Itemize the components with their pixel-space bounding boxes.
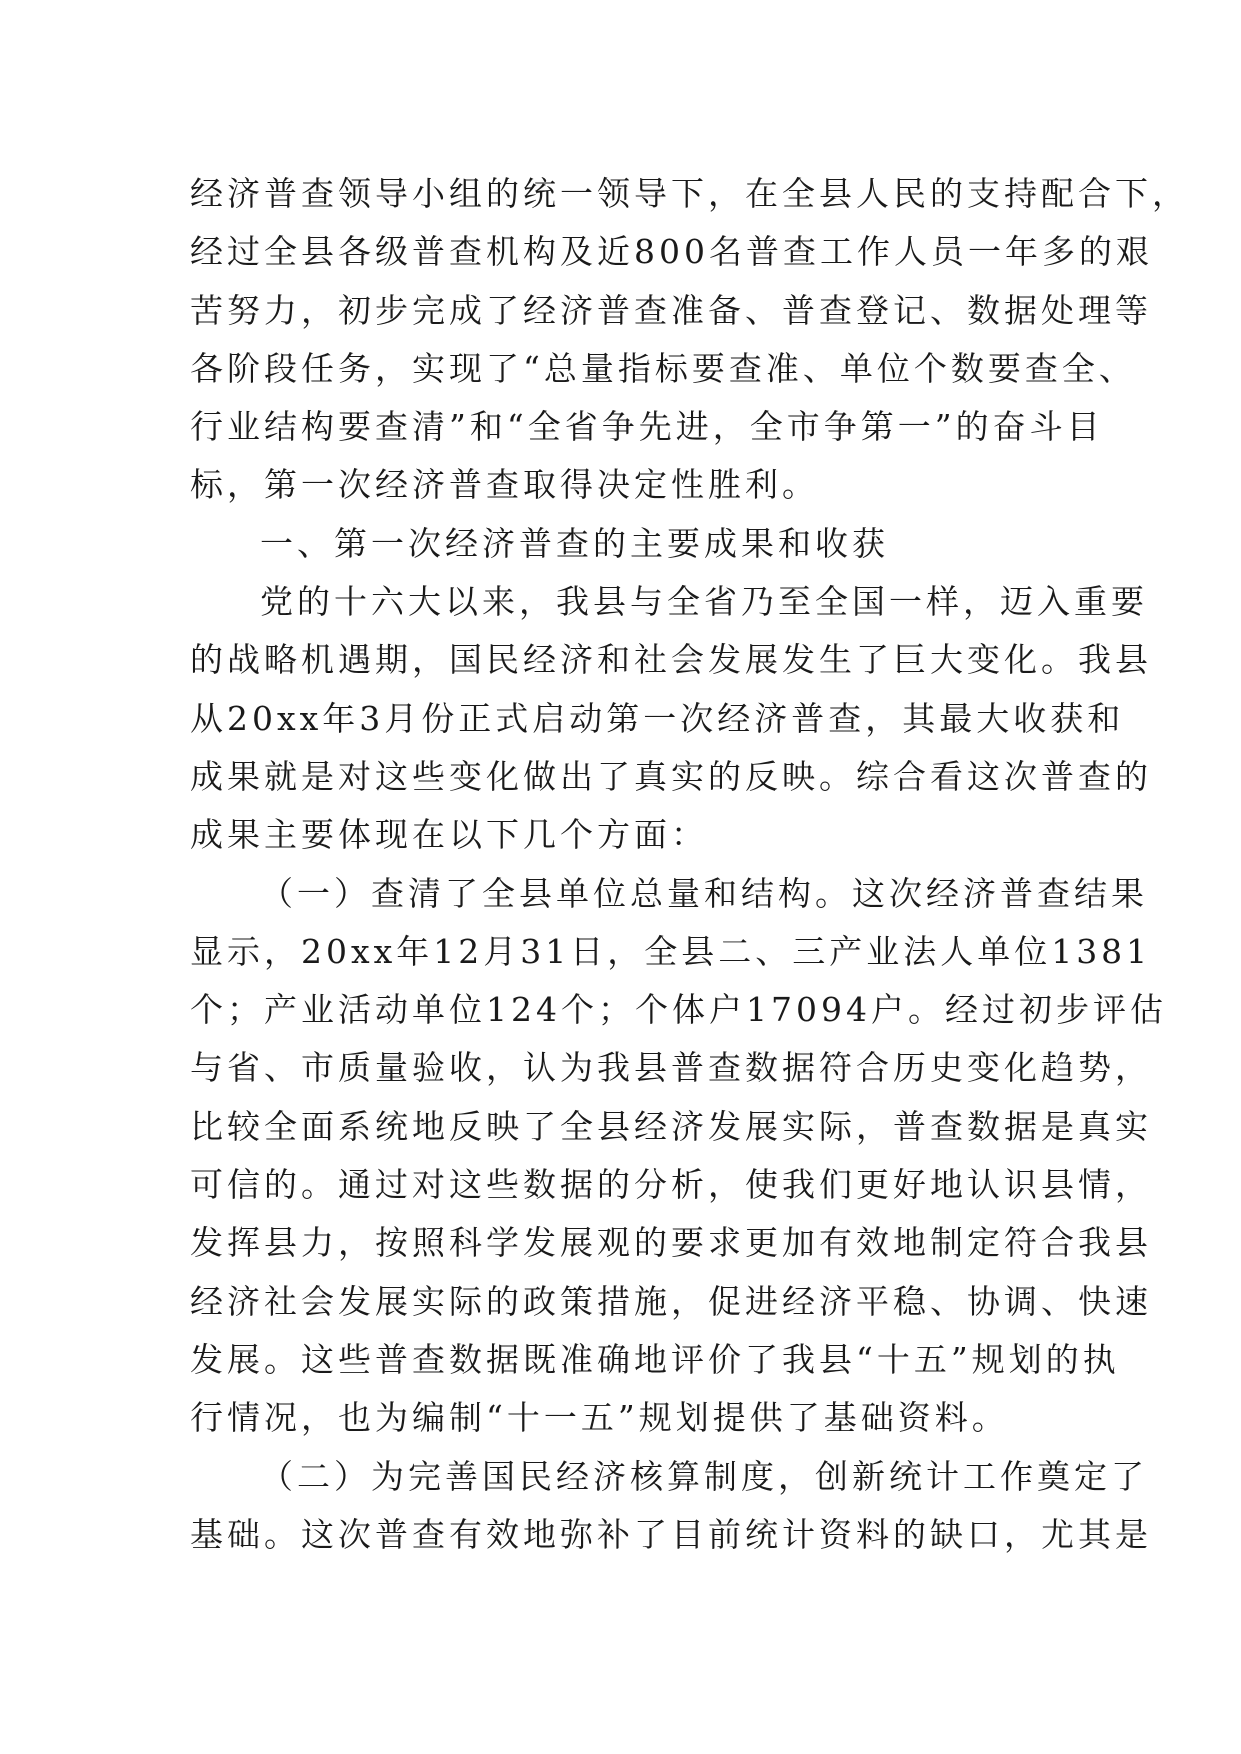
- text-line: 与省、市质量验收，认为我县普查数据符合历史变化趋势，: [190, 1048, 1152, 1088]
- text-line: 可信的。通过对这些数据的分析，使我们更好地认识县情，: [190, 1165, 1152, 1205]
- text-line: 行情况，也为编制“十一五”规划提供了基础资料。: [190, 1398, 1009, 1438]
- text-line: 党的十六大以来，我县与全省乃至全国一样，迈入重要: [260, 582, 1148, 622]
- text-line: 基础。这次普查有效地弥补了目前统计资料的缺口，尤其是: [190, 1514, 1152, 1554]
- text-line: 行业结构要查清”和“全省争先进，全市争第一”的奋斗目: [190, 407, 1104, 447]
- text-line: 显示，20xx年12月31日，全县二、三产业法人单位1381: [190, 931, 1152, 971]
- text-line: （一）查清了全县单位总量和结构。这次经济普查结果: [260, 873, 1148, 913]
- text-line: 个；产业活动单位124个；个体户17094户。经过初步评估: [190, 990, 1167, 1030]
- text-line: 苦努力，初步完成了经济普查准备、普查登记、数据处理等: [190, 290, 1152, 330]
- text-line: 发挥县力，按照科学发展观的要求更加有效地制定符合我县: [190, 1223, 1152, 1263]
- text-line: 经济普查领导小组的统一领导下，在全县人民的支持配合下，: [190, 174, 1189, 213]
- text-line: 比较全面系统地反映了全县经济发展实际，普查数据是真实: [190, 1106, 1152, 1146]
- section-heading: 一、第一次经济普查的主要成果和收获: [260, 523, 889, 563]
- text-line: （二）为完善国民经济核算制度，创新统计工作奠定了: [260, 1456, 1148, 1496]
- text-line: 成果主要体现在以下几个方面：: [190, 815, 708, 855]
- text-line: 标，第一次经济普查取得决定性胜利。: [190, 465, 819, 505]
- text-line: 成果就是对这些变化做出了真实的反映。综合看这次普查的: [190, 756, 1152, 796]
- text-line: 经过全县各级普查机构及近800名普查工作人员一年多的艰: [190, 232, 1153, 272]
- text-line: 发展。这些普查数据既准确地评价了我县“十五”规划的执: [190, 1339, 1120, 1379]
- text-line: 的战略机遇期，国民经济和社会发展发生了巨大变化。我县: [190, 640, 1152, 680]
- text-line: 各阶段任务，实现了“总量指标要查准、单位个数要查全、: [190, 348, 1136, 388]
- body-text: [190, 165, 1189, 1564]
- text-line: 从20xx年3月份正式启动第一次经济普查，其最大收获和: [190, 698, 1125, 738]
- text-line: 经济社会发展实际的政策措施，促进经济平稳、协调、快速: [190, 1281, 1152, 1321]
